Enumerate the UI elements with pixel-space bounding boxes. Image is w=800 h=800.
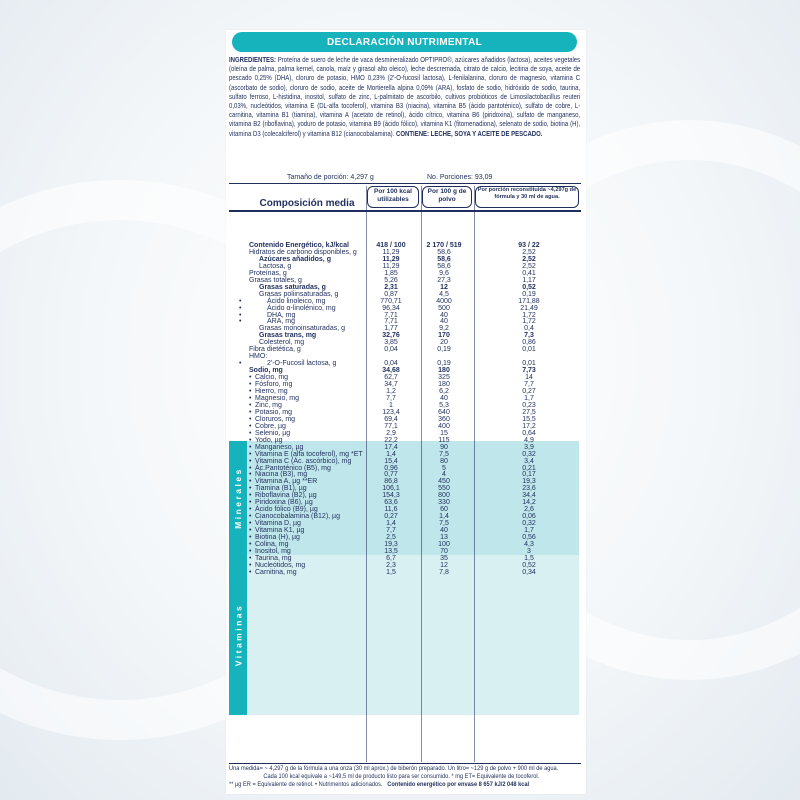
added-nutrient-bullet: • [249,381,252,389]
value-per-portion: 0,01 [522,360,536,368]
value-per-100g: 5 [442,464,446,472]
column-header-composition: Composición media [259,198,355,209]
nutrition-label [226,30,586,794]
added-nutrient-bullet: • [249,568,252,576]
value-per-portion: 0,17 [522,471,536,479]
value-per-100kcal: 106,1 [382,485,400,493]
value-per-100kcal: 0,77 [384,471,398,479]
nutrition-row [229,242,581,249]
vitamins-band [229,555,579,715]
nutrition-row [229,513,581,520]
value-per-100g: 640 [438,408,450,416]
value-per-portion: 4,3 [524,540,534,548]
value-per-portion: 0,32 [522,520,536,528]
nutrition-row [229,318,581,325]
nutrition-row [229,353,581,360]
value-per-portion: 2,52 [522,255,536,263]
nutrition-row [229,478,581,485]
value-per-100g: 500 [438,304,450,312]
value-per-100g: 2 170 / 519 [426,242,462,249]
nutrient-name: Proteínas, g [249,269,287,277]
label-title: DECLARACIÓN NUTRIMENTAL [232,32,577,52]
nutrient-name: Vitamina K1, µg [255,527,305,535]
value-per-100g: 58,6 [437,255,451,263]
value-per-portion: 0,23 [522,401,536,409]
nutrient-name: Cloruros, mg [255,415,296,423]
nutrient-name: Ác.Pantoténico (B5), mg [255,464,331,472]
value-per-portion: 0,27 [522,388,536,396]
value-per-100kcal: 6,7 [386,554,396,562]
nutrient-name: Tiamina (B1), µg [255,485,307,493]
value-per-portion: 14 [525,374,533,382]
value-per-portion: 0,56 [522,534,536,542]
value-per-100g: 15 [440,429,448,437]
value-per-portion: 0,64 [522,429,536,437]
added-nutrient-bullet: • [249,388,252,396]
value-per-100kcal: 69,4 [384,415,398,423]
value-per-100kcal: 0,04 [384,360,398,368]
nutrition-row [229,305,581,312]
nutrition-row [229,263,581,270]
value-per-100kcal: 5,26 [384,276,398,284]
nutrition-row [229,527,581,534]
added-nutrient-bullet: • [249,471,252,479]
footer-line-2: Cada 100 kcal equivale a ~149,5 ml de producto listo para ser consumido. * mg ET= Equivalente de tocoferol. [263,773,540,780]
value-per-portion: 0,4 [524,325,534,333]
nutrient-name: Manganeso, µg [255,443,304,451]
added-nutrient-bullet: • [249,547,252,555]
value-per-100kcal: 1 [389,401,393,409]
value-per-100g: 115 [438,436,450,444]
value-per-portion: 14,2 [522,499,536,507]
value-per-100g: 40 [440,311,448,319]
value-per-100g: 58,6 [437,262,451,270]
nutrient-name: Vitamina D, µg [255,520,301,528]
value-per-100g: 7,5 [439,520,449,528]
value-per-100kcal: 1,77 [384,325,398,333]
value-per-100kcal: 1,4 [386,450,396,458]
nutrition-row [229,451,581,458]
value-per-portion: 34,4 [522,492,536,500]
nutrition-row [229,339,581,346]
value-per-100kcal: 1,4 [386,520,396,528]
nutrient-name: Azúcares añadidos, g [259,255,331,263]
added-nutrient-bullet: • [249,478,252,486]
value-per-100g: 7,8 [439,568,449,576]
value-per-100g: 58,6 [437,248,451,256]
value-per-100g: 1,4 [439,513,449,521]
nutrition-row [229,492,581,499]
value-per-portion: 27,5 [522,408,536,416]
nutrition-row [229,256,581,263]
added-nutrient-bullet: • [249,422,252,430]
nutrient-name: Riboflavina (B2), µg [255,492,317,500]
added-nutrient-bullet: • [249,527,252,535]
nutrition-row [229,249,581,256]
value-per-portion: 3,9 [524,443,534,451]
nutrient-name: Inositol, mg [255,547,291,555]
value-per-portion: 7,3 [524,332,534,340]
nutrient-name: Biotina (H), µg [255,534,300,542]
added-nutrient-bullet: • [239,360,242,368]
nutrition-row [229,423,581,430]
nutrition-row [229,367,581,374]
serving-count: No. Porciones: 93,09 [427,174,493,181]
value-per-100g: 0,19 [437,360,451,368]
value-per-100g: 12 [440,561,448,569]
added-nutrient-bullet: • [249,499,252,507]
nutrition-row [229,409,581,416]
nutrient-name: Nucleótidos, mg [255,561,306,569]
value-per-100g: 20 [440,339,448,347]
value-per-portion: 15,5 [522,415,536,423]
nutrient-name: Fósforo, mg [255,381,293,389]
value-per-100kcal: 1,2 [386,388,396,396]
value-per-100g: 360 [438,415,450,423]
nutrient-name: Grasas poliinsaturadas, g [259,290,339,298]
nutrient-name: Lactosa, g [259,262,292,270]
nutrient-name: Cobre, µg [255,422,286,430]
value-per-100kcal: 15,4 [384,457,398,465]
nutrition-row [229,520,581,527]
minerals-label: Minerales [233,467,243,529]
value-per-100g: 325 [438,374,450,382]
added-nutrient-bullet: • [249,464,252,472]
value-per-100g: 9,2 [439,325,449,333]
value-per-100g: 4 [442,471,446,479]
added-nutrient-bullet: • [239,318,242,326]
value-per-100g: 13 [440,534,448,542]
value-per-100kcal: 11,29 [382,262,400,270]
value-per-100kcal: 0,96 [384,464,398,472]
value-per-portion: 0,01 [522,346,536,354]
nutrient-name: Potasio, mg [255,408,292,416]
value-per-100kcal: 11,6 [384,506,398,514]
value-per-100kcal: 22,2 [384,436,398,444]
nutrition-rows [229,242,581,576]
value-per-100g: 450 [438,478,450,486]
nutrient-name: Grasas trans, mg [259,332,317,340]
nutrition-row [229,346,581,353]
value-per-100kcal: 418 / 100 [376,242,406,249]
nutrient-name: Sodio, mg [249,367,283,375]
value-per-portion: 3,4 [524,457,534,465]
value-per-100kcal: 1,5 [386,568,396,576]
nutrition-row [229,458,581,465]
value-per-100g: 6,2 [439,388,449,396]
added-nutrient-bullet: • [249,450,252,458]
nutrient-name: Piridoxina (B6), µg [255,499,313,507]
nutrient-name: Zinc, mg [255,401,282,409]
ingredients-list: Proteína de suero de leche de vaca desmineralizado OPTIPRO®, azúcares añadidos (lactosa), aceites vegetales (oleína de palma, palma kernel, canola, maíz y girasol alto oleico), leche descremada, citrato de calcio, lecitina de soya, aceite de pescado 0,25% (DHA), cloruro de potasio, HMO 0,23% (2'-O-fucosil lactosa), L-fenilalanina, cloruro de magnesio, vitamina C (ascorbato de sodio), cloruro de sodio, aceite de Mortierella alpina 0,09% (ARA), fosfato de sodio, hidróxido de sodio, taurina, sulfato ferroso, L-histidina, inositol, sulfato de zinc, L-palmitato de ascorbilo, cultivos probióticos de Limosilactobacillus reuteri 0,03%, nucleótidos, vitamina E (DL-alfa tocoferol), vitamina B3 (niacina), vitamina B5 (ácido pantoténico), sulfato de cobre, L-carnitina, vitamina B1 (tiamina), vitamina A (acetato de retinol), ácido cítrico, vitamina B6 (piridoxina), sulfato de manganeso, vitamina B2 (riboflavina), yoduro de potasio, vitamina B9 (ácido fólico), vitamina K1 (fitomenadiona), selenato de sodio, biotina (H), vitamina D3 (colecalciferol) y vitamina B12 (cianocobalamina). [229,56,581,138]
value-per-100kcal: 7,71 [384,318,398,326]
value-per-100kcal: 34,68 [382,367,400,375]
ingredients-text [229,56,580,139]
value-per-100kcal: 0,04 [384,346,398,354]
value-per-100g: 70 [440,547,448,555]
nutrient-name: Grasas monoinsaturadas, g [259,325,345,333]
value-per-100kcal: 770,71 [380,297,402,305]
vitamins-label: Vitaminas [233,603,244,667]
added-nutrient-bullet: • [249,394,252,402]
value-per-100kcal: 7,7 [386,394,396,402]
nutrient-name: HMO: [249,353,268,361]
nutrient-name: Grasas totales, g [249,276,302,284]
added-nutrient-bullet: • [249,506,252,514]
nutrition-row [229,388,581,395]
value-per-portion: 23,6 [522,485,536,493]
value-per-100g: 60 [440,506,448,514]
header-rule [229,210,581,212]
value-per-portion: 1,7 [524,527,534,535]
added-nutrient-bullet: • [249,520,252,528]
nutrition-row [229,325,581,332]
nutrient-name: Hierro, mg [255,388,288,396]
nutrition-row [229,395,581,402]
added-nutrient-bullet: • [249,513,252,521]
value-per-100kcal: 3,85 [384,339,398,347]
value-per-portion: 7,7 [524,381,534,389]
value-per-100kcal: 123,4 [382,408,400,416]
added-nutrient-bullet: • [239,304,242,312]
value-per-100g: 7,5 [439,450,449,458]
vitamins-band-label [229,555,247,715]
nutrition-row [229,471,581,478]
nutrition-row [229,270,581,277]
nutrient-name: Magnesio, mg [255,394,299,402]
nutrition-row [229,562,581,569]
value-per-100kcal: 11,29 [382,248,400,256]
serving-info [229,174,581,184]
nutrient-name: Ácido fólico (B9), µg [255,506,318,514]
value-per-100kcal: 154,3 [382,492,400,500]
nutrition-row [229,381,581,388]
nutrition-row [229,555,581,562]
value-per-portion: 0,86 [522,339,536,347]
value-per-100kcal: 34,7 [384,381,398,389]
nutrient-name: ARA, mg [267,318,296,326]
added-nutrient-bullet: • [249,443,252,451]
added-nutrient-bullet: • [249,534,252,542]
nutrient-name: Niacina (B3), mg [255,471,308,479]
footer-note-retinol: ** µg ER = Equivalente de retinol. • Nutrimentos adicionados. [229,781,383,788]
added-nutrient-bullet: • [239,311,242,319]
added-nutrient-bullet: • [249,436,252,444]
nutrition-row [229,312,581,319]
nutrient-name: Vitamina C (Ác. ascórbico), mg [255,457,352,465]
value-per-100g: 80 [440,457,448,465]
nutrient-name: Selenio, µg [255,429,291,437]
value-per-portion: 0,06 [522,513,536,521]
value-per-100kcal: 63,6 [384,499,398,507]
nutrient-name: Calcio, mg [255,374,289,382]
value-per-100kcal: 32,76 [382,332,400,340]
nutrition-row [229,444,581,451]
value-per-100kcal: 2,31 [384,283,398,291]
added-nutrient-bullet: • [249,408,252,416]
value-per-portion: 19,3 [522,478,536,486]
value-per-100g: 550 [438,485,450,493]
nutrient-name: 2'-O-Fucosil lactosa, g [267,360,337,368]
value-per-portion: 1,17 [522,276,536,284]
footer-line-3 [229,781,532,789]
column-header-per-portion: Por porción reconstituida ~4,297g de fórmula y 30 ml de agua. [477,187,577,200]
value-per-100g: 9,6 [439,269,449,277]
value-per-100g: 40 [440,394,448,402]
value-per-portion: 0,41 [522,269,536,277]
ingredients-label: INGREDIENTES: [229,56,277,64]
added-nutrient-bullet: • [249,401,252,409]
added-nutrient-bullet: • [249,374,252,382]
value-per-100kcal: 0,87 [384,290,398,298]
value-per-100kcal: 13,5 [384,547,398,555]
value-per-portion: 1,5 [524,554,534,562]
value-per-100kcal: 2,5 [386,534,396,542]
value-per-portion: 21,49 [520,304,538,312]
value-per-portion: 7,73 [522,367,536,375]
value-per-portion: 93 / 22 [518,242,540,249]
value-per-portion: 0,21 [522,464,536,472]
nutrient-name: Colesterol, mg [259,339,305,347]
value-per-portion: 4,9 [524,436,534,444]
value-per-portion: 1,72 [522,318,536,326]
label-footer [229,763,581,789]
nutrition-row [229,541,581,548]
value-per-100g: 27,3 [437,276,451,284]
value-per-portion: 0,52 [522,283,536,291]
value-per-100g: 5,3 [439,401,449,409]
value-per-100g: 40 [440,318,448,326]
nutrient-name: Cianocobalamina (B12), µg [255,513,340,521]
column-header-per-100kcal: Por 100 kcal utilizables [374,188,412,203]
value-per-portion: 2,52 [522,262,536,270]
value-per-100kcal: 2,3 [386,561,396,569]
nutrition-row [229,291,581,298]
nutrition-row [229,569,581,576]
added-nutrient-bullet: • [249,554,252,562]
added-nutrient-bullet: • [249,561,252,569]
value-per-100kcal: 7,71 [384,311,398,319]
added-nutrient-bullet: • [239,297,242,305]
nutrient-name: Taurina, mg [255,554,292,562]
value-per-portion: 171,88 [518,297,540,305]
value-per-portion: 0,52 [522,561,536,569]
value-per-portion: 17,2 [522,422,536,430]
nutrient-name: Contenido Energético, kJ/kcal [249,242,349,249]
value-per-100kcal: 2,9 [386,429,396,437]
value-per-100kcal: 0,27 [384,513,398,521]
nutrition-row [229,402,581,409]
value-per-100kcal: 77,1 [384,422,398,430]
value-per-100g: 170 [438,332,450,340]
value-per-100g: 90 [440,443,448,451]
nutrition-row [229,548,581,555]
value-per-portion: 0,19 [522,290,536,298]
nutrition-row [229,416,581,423]
value-per-100kcal: 62,7 [384,374,398,382]
allergen-statement: CONTIENE: LECHE, SOYA Y ACEITE DE PESCADO. [396,129,543,138]
value-per-portion: 1,7 [524,394,534,402]
nutrition-row [229,360,581,367]
value-per-100g: 40 [440,527,448,535]
value-per-100kcal: 11,29 [382,255,400,263]
column-header-per-100g: Por 100 g de polvo [427,188,467,203]
value-per-100g: 12 [440,283,448,291]
footer-line-1: Una medida= ~ 4,297 g de la fórmula a una onza (30 ml aprox.) de biberón preparado. Un litro= ~129 g de polvo + 900 ml de agua. [229,765,559,772]
nutrition-row [229,437,581,444]
nutrient-name: Vitamina E (alfa tocoferol), mg *ET [255,450,363,458]
value-per-100g: 100 [438,540,450,548]
value-per-100g: 180 [438,367,450,375]
nutrition-row [229,465,581,472]
nutrient-name: Carnitina, mg [255,568,297,576]
value-per-100kcal: 17,4 [384,443,398,451]
footer-energy-per-package: Contenido energético por envase 8 657 kJ/2 048 kcal [387,781,530,788]
added-nutrient-bullet: • [249,415,252,423]
value-per-100g: 4,5 [439,290,449,298]
added-nutrient-bullet: • [249,540,252,548]
value-per-100g: 4000 [436,297,452,305]
nutrition-row [229,298,581,305]
nutrient-name: Ácido α-linolénico, mg [267,304,336,312]
nutrient-name: Grasas saturadas, g [259,283,326,291]
added-nutrient-bullet: • [249,429,252,437]
value-per-100g: 400 [438,422,450,430]
nutrition-row [229,485,581,492]
value-per-100kcal: 96,34 [382,304,400,312]
value-per-portion: 0,32 [522,450,536,458]
nutrient-name: Ácido linoleico, mg [267,297,326,305]
nutrient-name: Fibra dietética, g [249,346,301,354]
value-per-100g: 180 [438,381,450,389]
value-per-portion: 1,72 [522,311,536,319]
nutrition-row [229,277,581,284]
nutrient-name: DHA, mg [267,311,296,319]
value-per-100g: 0,19 [437,346,451,354]
nutrient-name: Hidratos de carbono disponibles, g [249,248,357,256]
value-per-100kcal: 1,85 [384,269,398,277]
value-per-100g: 800 [438,492,450,500]
added-nutrient-bullet: • [249,492,252,500]
nutrition-row [229,534,581,541]
nutrient-name: Vitamina A, µg **ER [255,478,318,486]
value-per-portion: 2,6 [524,506,534,514]
value-per-portion: 2,52 [522,248,536,256]
nutrition-row [229,430,581,437]
nutrition-row [229,374,581,381]
serving-size: Tamaño de porción: 4,297 g [287,174,374,181]
table-header [229,186,581,242]
value-per-100kcal: 86,8 [384,478,398,486]
value-per-portion: 3 [527,547,531,555]
value-per-100kcal: 19,3 [384,540,398,548]
added-nutrient-bullet: • [249,485,252,493]
value-per-portion: 0,34 [522,568,536,576]
nutrient-name: Yodo, µg [255,436,283,444]
nutrient-name: Colina, mg [255,540,289,548]
added-nutrient-bullet: • [249,457,252,465]
value-per-100kcal: 7,7 [386,527,396,535]
value-per-100g: 35 [440,554,448,562]
nutrition-row [229,506,581,513]
nutrition-row [229,332,581,339]
value-per-100g: 330 [438,499,450,507]
nutrition-row [229,284,581,291]
